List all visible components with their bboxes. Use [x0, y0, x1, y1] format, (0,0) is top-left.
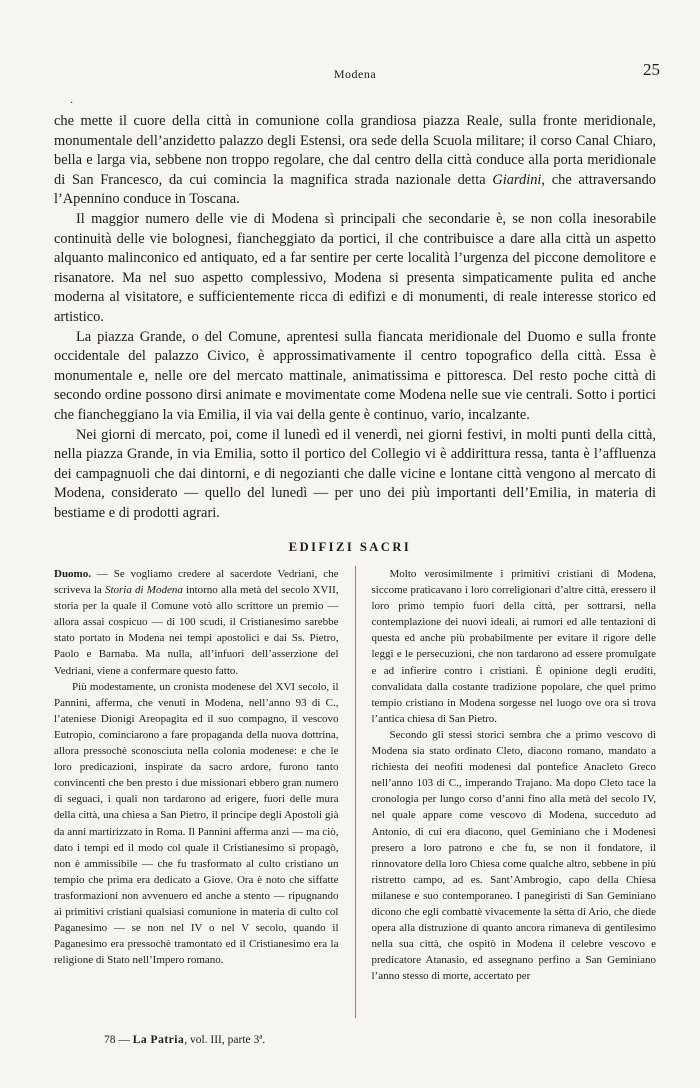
paragraph-2: Il maggior numero delle vie di Modena sì principali che secondarie è, se non colla inesorabile continuità delle vie bolognesi, fiancheggiato da portici, il che contribuisce a dare alla città un aspetto alquanto malinconico ed antiquato, ed a far sentire per certe località l’urgenza del piccone demolitore e risanatore. Ma nel suo aspetto complessivo, Modena si presenta simpaticamente pulita ed anche moderna al visitatore, e sufficientemente ricca di edifizi e di monumenti, di reale interesse storico ed artistico.: [54, 210, 656, 325]
paragraph-1: che mette il cuore della città in comunione colla grandiosa piazza Reale, sulla fronte meridionale, monumentale dell’anzidetto palazzo degli Estensi, ora sede della Scuola militare; il corso Canal Chiaro, bella e larga via, sebbene non troppo regolare, che dal centro della città conduce alla porta meridionale di San Francesco, da cui comincia la magnifica strada nazionale detta Giardini, che attraversando l’Apennino conduce in Toscana.: [54, 113, 656, 208]
right-paragraph-2: Secondo gli stessi storici sembra che a primo vescovo di Modena sia stato ordinato Cleto, diacono romano, mandato a richiesta dei neofiti modenesi dal pontefice Anacleto Greco nell’anno 103 di C., imperando Trajano. Ma dopo Cleto tace la cronologia per lungo corso d’anni fino alla metà del secolo IV, nel quale appare come vescovo di Modena, succeduto ad Antonio, di cui era diacono, quel Geminiano che i Modenesi presero a loro patrono e che fu, se non il fondatore, il rinnovatore della loro Chiesa come qualche altro, sebbene in più ristretto campo, ad es. Sant’Ambrogio, capo della Chiesa milanese e suo contemporaneo. I panegiristi di San Geminiano dicono che egli combattè vivacemente la sètta di Ario, che diede opera alla distruzione di quanto ancora rimaneva di gentilesimo nella sua città, che ospitò in Modena il celebre vescovo e predicatore Atanasio, ed assegnano perfino a San Geminiano l’anno stesso di morte, accertato per: [371, 728, 656, 983]
left-paragraph-1: Duomo. — Se vogliamo credere al sacerdote Vedriani, che scriveva la Storia di Modena intorno alla metà del secolo XVII, storia per la quale il Comune votò allo scrittore un premio — allora assai cospicuo — di 100 scudi, il Cristianesimo sarebbe stato portato in Modena nei tempi apostolici e dai Ss. Pietro, Paolo e Barnaba. Ma nulla, all’infuori dell’asserzione del Vedriani, viene a confermare questo fatto.: [54, 568, 339, 677]
printer-mark: ·: [70, 98, 74, 109]
two-column-text: [54, 566, 656, 1018]
column-divider: [355, 566, 356, 1018]
section-title: EDIFIZI SACRI: [288, 540, 412, 554]
lead-term: Duomo.: [54, 568, 91, 580]
running-title: Modena: [333, 66, 377, 81]
page-footer: 78 — La Patria, vol. III, parte 3ª.: [104, 1034, 266, 1046]
page-header: [50, 60, 660, 88]
publication-title: La Patria: [132, 1034, 185, 1046]
right-paragraph-1: Molto verosimilmente i primitivi cristiani di Modena, siccome praticavano i loro correligionari d’altre città, eressero il loro primo tempio fuori della città, per sottrarsi, nella contemplazione dei nuovi ideali, ai rumori ed alle tentazioni di questa ed anche più probabilmente per evitare il rigore delle leggi e le persecuzioni, che non tardarono ad essere promulgate e ad infierire contro i cristiani. È opinione degli eruditi, convalidata dalla costante tradizione popolare, che quel primo tempio cristiano in Modena sorgesse nel luogo ove ora si trova l’antica chiesa di San Pietro.: [371, 568, 656, 725]
left-paragraph-2: Più modestamente, un cronista modenese del XVI secolo, il Pannini, afferma, che venuti in Modena, nell’anno 93 di C., l’ateniese Dionigi Areopagita ed il suo compagno, il vescovo Eutropio, cominciarono a fare propaganda della nuova dottrina, allora pressochè sconosciuta nella colonia modenese: e che le loro predicazioni, inspirate da sacro ardore, furono tanto convincenti che ben presto i due missionari ebbero gran numero di seguaci, i quali non tardarono ad erigere, fuori delle mura della città, una chiesa a San Pietro, il principe degli Apostoli già da anni martirizzato in Roma. Il Pannini afferma anzi — ma ciò, dato i tempi ed il modo col quale il Cristianesimo si propagò, non è ammissibile — che fu trasformato al culto cristiano un tempio che prima era dedicato a Giove. Ora è noto che siffatte trasformazioni non avvenuero ed anche a stento — ripugnando ai primitivi cristiani qualsiasi comunione in materia di culto col Paganesimo — se non nel IV o nel V secolo, quando il Paganesimo era pressochè tramontato ed il Cristianesimo era la religione di Stato nell’Impero romano.: [54, 680, 339, 967]
page-number: 25: [643, 60, 660, 79]
paragraph-4: Nei giorni di mercato, poi, come il lunedì ed il venerdì, nei giorni festivi, in molti punti della città, nella piazza Grande, in via Emilia, sotto il portico del Collegio vi è addirittura ressa, tanta è l’affluenza dei campagnuoli che dai dintorni, e di negozianti che dalle vicine e lontane città vengono al mercato di Modena, considerato — quello del lunedì — per uno dei più importanti dell’Emilia, in materia di bestiame e di prodotti agrari.: [54, 426, 656, 521]
right-column: [372, 566, 657, 1018]
left-column: [54, 566, 339, 1018]
main-text: [54, 112, 656, 523]
paragraph-3: La piazza Grande, o del Comune, aprentesi sulla fiancata meridionale del Duomo e sulla fronte occidentale del palazzo Civico, è approssimativamente il centro topografico della città. Essa è monumentale e, nelle ore del mercato mattinale, animatissima e pittoresca. Del resto poche città di secondo ordine possono dirsi animate e movimentate come Modena nelle sue vie centrali. Sotto i portici che fiancheggiano la via Emilia, il via vai della gente è continuo, vario, incalzante.: [54, 328, 656, 423]
